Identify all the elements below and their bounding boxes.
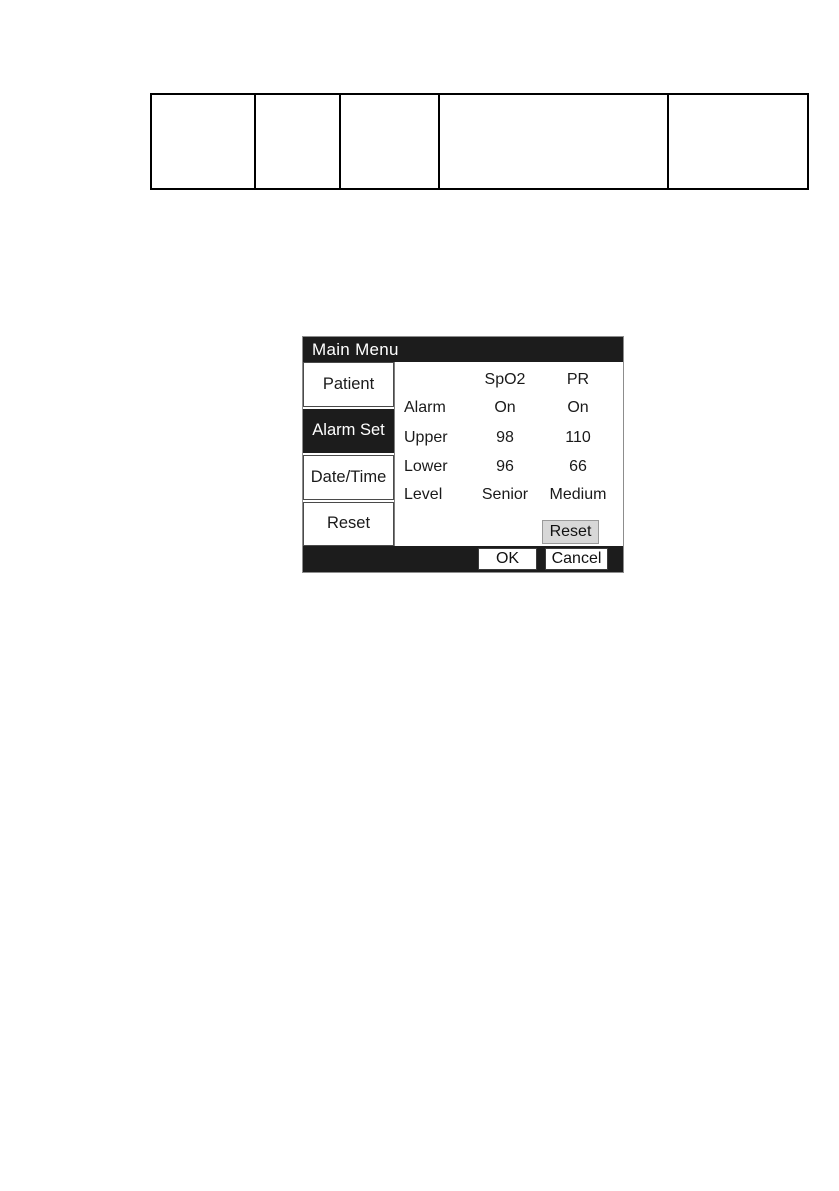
column-header-row	[395, 369, 623, 391]
dialog-title: Main Menu	[312, 340, 399, 359]
reset-alarm-button[interactable]: Reset	[542, 520, 599, 544]
lower-limit-row	[395, 456, 623, 478]
alarm-spo2-value[interactable]: On	[494, 399, 516, 416]
table-cell	[341, 95, 440, 188]
row-label-level: Level	[404, 486, 443, 503]
row-label-lower: Lower	[404, 458, 448, 475]
manual-header-table	[150, 93, 809, 190]
sidebar-menu	[303, 362, 395, 546]
sidebar-item-date-time[interactable]: Date/Time	[303, 455, 394, 500]
lower-pr-value[interactable]: 66	[569, 458, 587, 475]
alarm-row	[395, 397, 623, 419]
table-cell	[669, 95, 807, 188]
level-spo2-value[interactable]: Senior	[481, 486, 529, 503]
alarm-pr-value[interactable]: On	[567, 399, 589, 416]
row-label-alarm: Alarm	[404, 399, 446, 416]
header-spacer	[395, 369, 465, 391]
upper-spo2-value[interactable]: 98	[496, 429, 514, 446]
sidebar-item-alarm-set[interactable]: Alarm Set	[303, 409, 394, 454]
lower-spo2-value[interactable]: 96	[496, 458, 514, 475]
upper-pr-value[interactable]: 110	[565, 429, 591, 446]
table-cell	[152, 95, 256, 188]
upper-limit-row	[395, 427, 623, 449]
ok-button[interactable]: OK	[478, 548, 537, 570]
main-menu-dialog	[302, 336, 624, 573]
level-pr-value[interactable]: Medium	[549, 486, 607, 503]
column-header-spo2: SpO2	[484, 371, 526, 388]
column-header-pr: PR	[566, 371, 590, 388]
table-cell	[256, 95, 341, 188]
dialog-button-bar	[303, 546, 623, 572]
dialog-body	[303, 362, 623, 546]
sidebar-item-reset[interactable]: Reset	[303, 502, 394, 547]
dialog-title-bar	[303, 337, 623, 362]
row-label-upper: Upper	[404, 429, 448, 446]
sidebar-item-patient[interactable]: Patient	[303, 362, 394, 407]
alarm-settings-panel	[395, 362, 623, 546]
table-cell	[440, 95, 669, 188]
cancel-button[interactable]: Cancel	[545, 548, 608, 570]
alarm-level-row	[395, 484, 623, 506]
